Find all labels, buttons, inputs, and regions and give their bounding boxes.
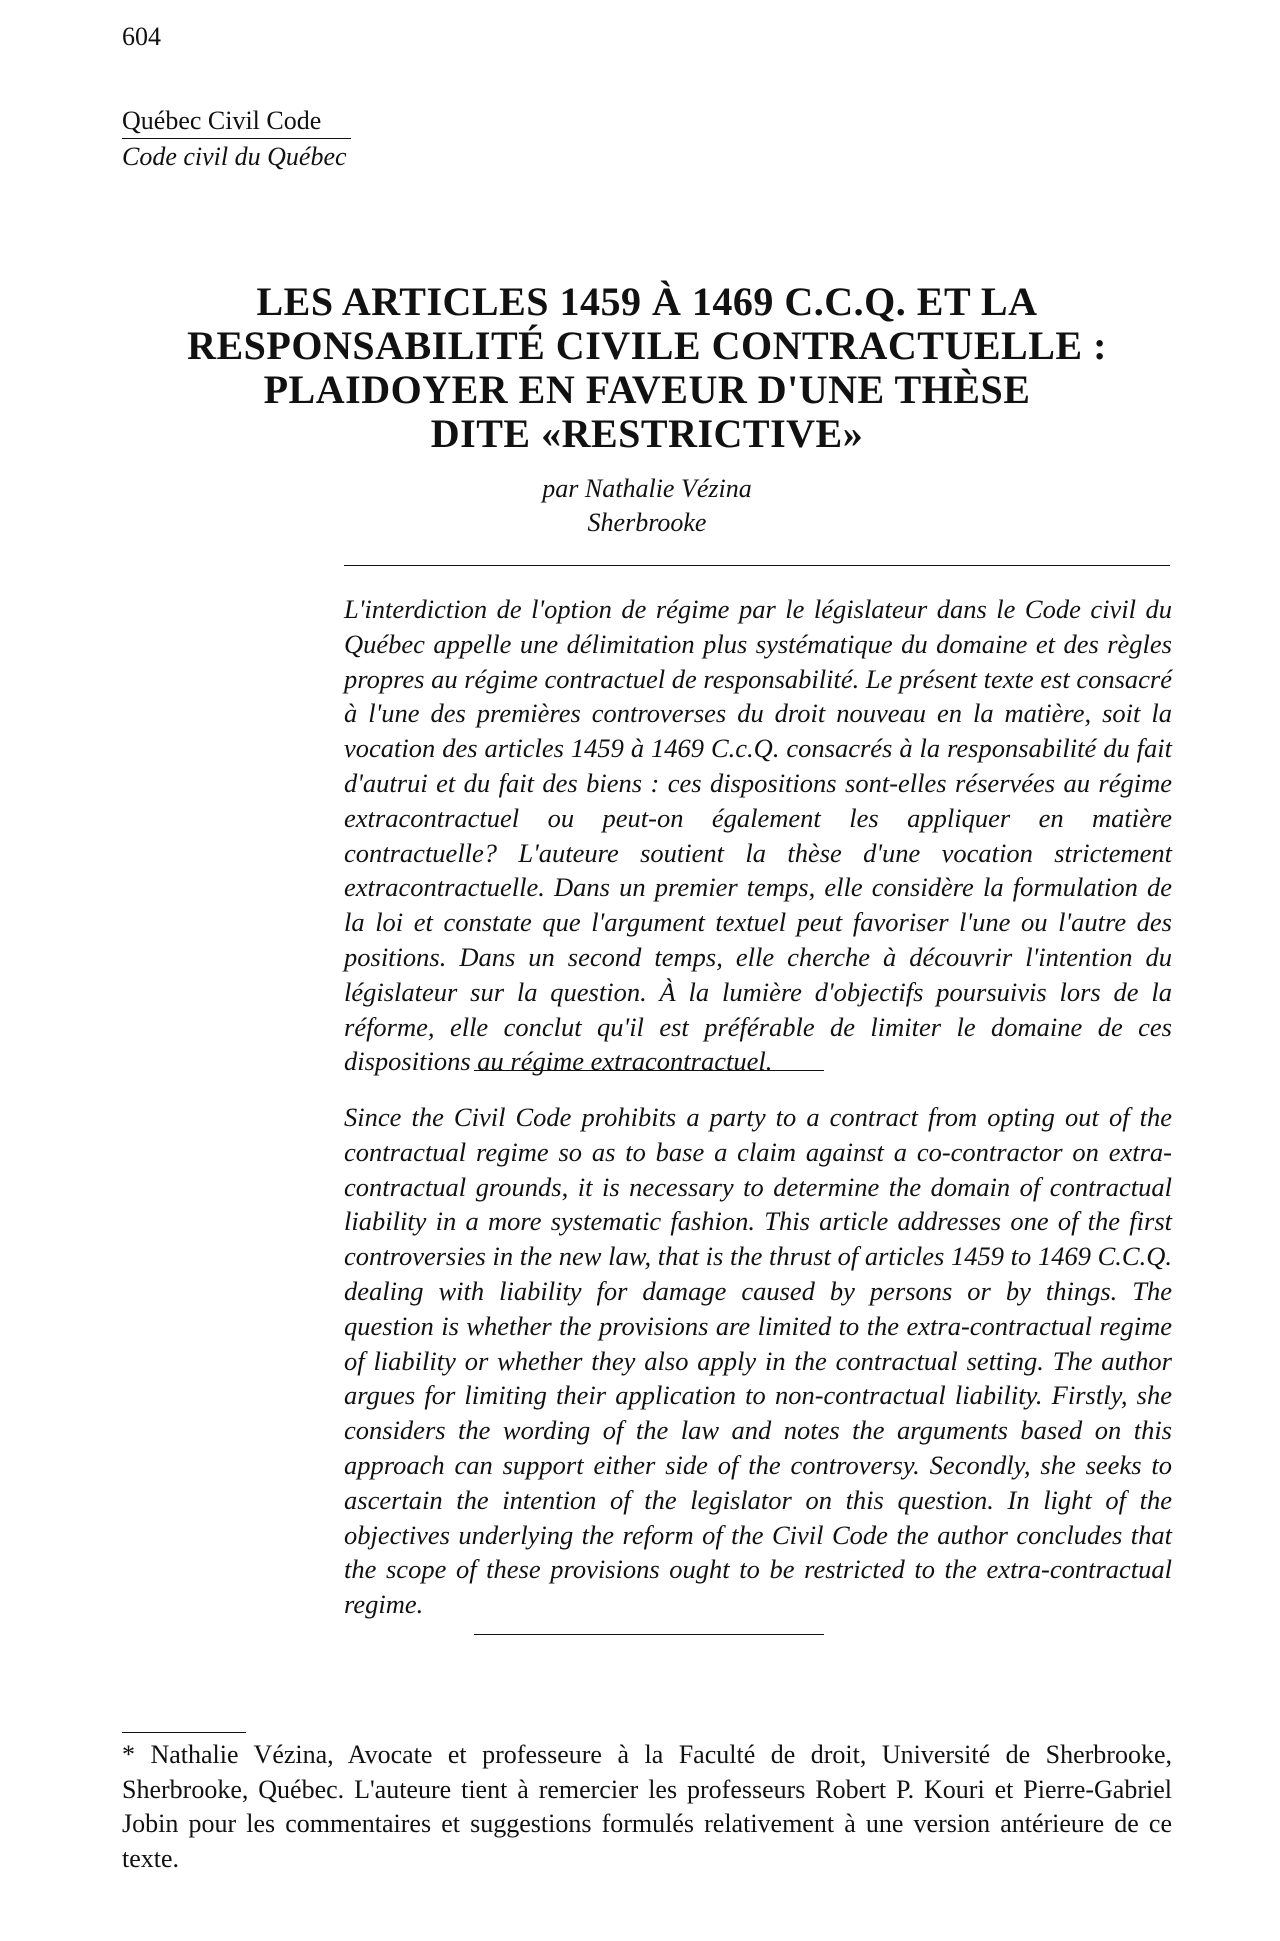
divider-rule bbox=[474, 1070, 824, 1071]
divider-rule bbox=[344, 565, 1170, 566]
article-title-line: RESPONSABILITÉ CIVILE CONTRACTUELLE : bbox=[187, 323, 1107, 368]
section-header bbox=[122, 104, 351, 175]
abstract-french: L'interdiction de l'option de régime par le législateur dans le Code civil du Québec appelle une délimitation plus systématique du domaine et des règles propres au régime contractuel de responsabilité. Le présent texte est consacré à l'une des premières controverses du droit nouveau en la matière, soit la vocation des articles 1459 à 1469 C.c.Q. consacrés à la responsabilité du fait d'autrui et du fait des biens : ces dispositions sont-elles réservées au régime extracontractuel ou peut-on également les appliquer en matière contractuelle? L'auteure soutient la thèse d'une vocation strictement extracontractuelle. Dans un premier temps, elle considère la formulation de la loi et constate que l'argument textuel peut favoriser l'une ou l'autre des positions. Dans un second temps, elle cherche à découvrir l'intention du législateur sur la question. À la lumière d'objectifs poursuivis lors de la réforme, elle conclut qu'il est préférable de limiter le domaine de ces dispositions au régime extracontractuel. bbox=[344, 594, 1172, 1077]
footnote: * Nathalie Vézina, Avocate et professeure à la Faculté de droit, Université de Sherbrooke, Sherbrooke, Québec. L'auteure tient à remercier les professeurs Robert P. Kouri et Pierre-Gabriel Jobin pour les commentaires et suggestions formulés relativement à une version antérieure de ce texte. bbox=[122, 1740, 1172, 1873]
author-name: par Nathalie Vézina bbox=[542, 474, 752, 503]
author-location: Sherbrooke bbox=[587, 508, 707, 537]
section-title-en: Québec Civil Code bbox=[122, 104, 351, 139]
abstract-english: Since the Civil Code prohibits a party to a contract from opting out of the contractual regime so as to base a claim against a co-contractor on extra-contractual grounds, it is necessary to determine the domain of contractual liability in a more systematic fashion. This article addresses one of the first controversies in the new law, that is the thrust of articles 1459 to 1469 C.C.Q. dealing with liability for damage caused by persons or by things. The question is whether the provisions are limited to the extra-contractual regime of liability or whether they also apply in the contractual setting. The author argues for limiting their application to non-contractual liability. Firstly, she considers the wording of the law and notes the arguments based on this approach can support either side of the controversy. Secondly, she seeks to ascertain the intention of the legislator on this question. In light of the objectives underlying the reform of the Civil Code the author concludes that the scope of these provisions ought to be restricted to the extra-contractual regime. bbox=[344, 1102, 1172, 1620]
byline bbox=[122, 472, 1172, 540]
article-title bbox=[122, 280, 1172, 456]
page-number: 604 bbox=[122, 22, 161, 51]
article-title-line: PLAIDOYER EN FAVEUR D'UNE THÈSE bbox=[263, 367, 1031, 412]
divider-rule bbox=[474, 1634, 824, 1635]
article-title-line: DITE «RESTRICTIVE» bbox=[430, 411, 864, 456]
footnote-rule bbox=[122, 1732, 246, 1733]
article-title-line: LES ARTICLES 1459 À 1469 C.C.Q. ET LA bbox=[256, 279, 1038, 324]
section-title-fr: Code civil du Québec bbox=[122, 142, 347, 171]
